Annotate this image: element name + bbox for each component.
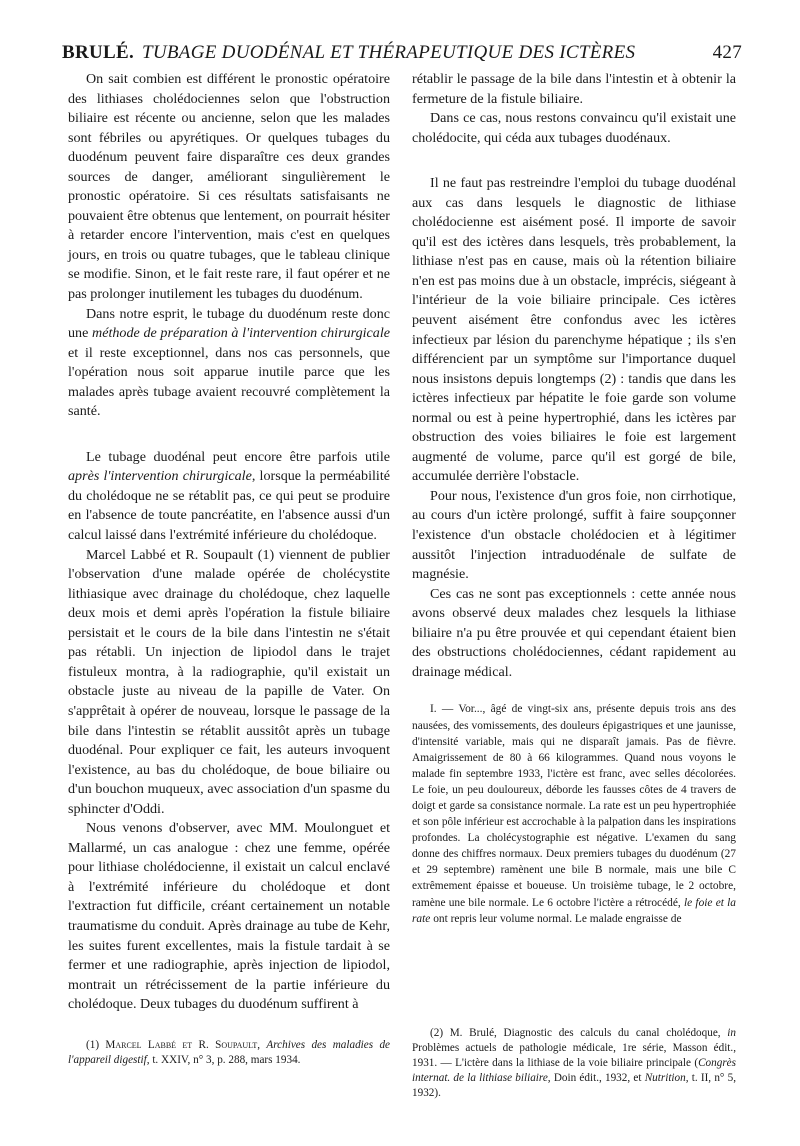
paragraph: Le tubage duodénal peut encore être parfois utile après l'intervention chirurgicale, lorsque la perméabilité du cholédoque ne se rétablit pas, ce qui peut se produire en l'absence de toute pancréatite, en l'absence aussi d'un calcul laissé dans l'extrémité inférieure du cholédoque. bbox=[68, 448, 390, 544]
running-header bbox=[62, 42, 742, 68]
left-column bbox=[68, 70, 391, 1066]
page-number: 427 bbox=[712, 42, 742, 63]
case-report: I. — Vor..., âgé de vingt-six ans, présente depuis trois ans des nausées, des vomissements, des douleurs épigastriques et une jaunisse, d'intensité variable, mais qui ne disparaît jamais. Pas de fièvre. Amaigrissement de 80 à 66 kilogrammes. Quand nous voyons le malade fin septembre 1933, l'ictère est franc, avec selles décolorées. Le foie, un peu douloureux, déborde les fausses côtes de 4 travers de doigt et garde sa consistance normale. La rate est un peu hypertrophiée et son pôle inférieur est accrochable à la palpation dans les inspirations profondes. La cholécystographie est négative. L'examen du sang donne des chiffres normaux. Deux premiers tubages du duodénum (27 et 29 septembre) ramènent une bile B normale, mais une bile C extrêmement épaisse et boueuse. Un troisième tubage, le 2 octobre, ramène une bile normale. Le 6 octobre l'ictère a rétrocédé, le foie et la rate ont repris leur volume normal. Le malade engraisse de bbox=[412, 703, 736, 925]
paragraph: Il ne faut pas restreindre l'emploi du tubage duodénal aux cas dans lesquels le diagnostic de lithiase cholédocienne est aisément posé. Il importe de savoir qu'il est des ictères dans lesquels, très probablement, la lithiase n'est pas en cause, mais où la rétention biliaire n'en est pas moins due à un obstacle, imprécis, siégeant à l'intérieur de la voie biliaire principale. Ces ictères peuvent aisément être confondus avec les ictères infectieux par lésion du parenchyme hépatique ; ils s'en différencient par un symptôme sur l'importance duquel nous insistons depuis longtemps (2) : tandis que dans les ictères infectieux par hépatite le foie garde son volume normal ou est à peine hypertrophié, dans les ictères par obstruction des voies biliaires le foie est largement augmenté de volume, parce qu'il est gorgé de bile, accumulée derrière l'obstacle. bbox=[412, 175, 736, 485]
paragraph: Dans notre esprit, le tubage du duodénum reste donc une méthode de préparation à l'intervention chirurgicale et il reste exceptionnel, dans nos cas personnels, que l'opération nous soit apparue inutile parce que les malades après tubage avaient recouvré complètement la santé. bbox=[68, 305, 391, 420]
footnote-2: (2) M. Brulé, Diagnostic des calculs du canal cholédoque, in Problèmes actuels de pathologie médicale, 1re série, Masson édit., 1931. — L'ictère dans la lithiase de la voie biliaire principale (Congrès internat. de la lithiase biliaire, Doin édit., 1932, et Nutrition, t. II, n° 5, 1932). bbox=[412, 1027, 736, 1099]
paragraph: Marcel Labbé et R. Soupault (1) viennent de publier l'observation d'une malade opérée de cholécystite lithiasique avec drainage du cholédoque, chez laquelle deux mois et demi après l'opération la fistule biliaire persistait et le cours de la bile dans l'intestin ne s'était pas rétabli. Un injection de lipiodol dans le trajet fistuleux montra, à la radiographie, qu'il existait un obstacle juste au niveau de la papille de Vater. On s'apprêtait à opérer de nouveau, lorsque le passage de la bile dans l'intestin se rétablit aussitôt après un tubage duodénal. Pour expliquer ce fait, les auteurs invoquent l'existence, au bas du cholédoque, de boue biliaire ou d'un bouchon muqueux, avec association d'un spasme du sphincter d'Oddi. bbox=[68, 546, 390, 817]
header-author: BRULÉ. bbox=[62, 42, 135, 63]
paragraph: rétablir le passage de la bile dans l'intestin et à obtenir la fermeture de la fistule biliaire. bbox=[412, 71, 736, 107]
right-column bbox=[412, 70, 736, 1099]
header-title: TUBAGE DUODÉNAL ET THÉRAPEUTIQUE DES ICTÈRES bbox=[142, 42, 636, 63]
footnote-1: (1) Marcel Labbé et R. Soupault, Archives des maladies de l'appareil digestif, t. XXIV, n° 3, p. 288, mars 1934. bbox=[68, 1039, 390, 1066]
paragraph: Ces cas ne sont pas exceptionnels : cette année nous avons observé deux malades chez lesquels la lithiase biliaire n'a pu être prouvée et qui cependant étaient bien des obstructions cholédociennes, cédant rapidement au drainage médical. bbox=[412, 585, 736, 680]
paragraph: Dans ce cas, nous restons convaincu qu'il existait une cholédocite, qui céda aux tubages duodénaux. bbox=[412, 110, 736, 146]
paragraph: Nous venons d'observer, avec MM. Moulonguet et Mallarmé, un cas analogue : chez une femme, opérée pour lithiase cholédocienne, il existait un calcul enclavé à l'extrémité inférieure du cholédoque et dont l'extraction fut difficile, créant certainement un notable traumatisme du conduit. Après drainage au tube de Kehr, les suites furent excellentes, mais la fistule tardait à se fermer et une radiographie, après injection de lipiodol, montrait un rétrécissement de la partie inférieure du cholédoque. Deux tubages du duodénum suffirent à bbox=[68, 820, 390, 1013]
paragraph: On sait combien est différent le pronostic opératoire des lithiases cholédociennes selon que l'obstruction biliaire est récente ou ancienne, selon que les malades sont fébriles ou apyrétiques. Or quelques tubages du duodénum peuvent faire disparaître ces deux grandes sources de danger, améliorant singulièrement le pronostic opératoire. Si ces résultats satisfaisants ne pouvaient être obtenus que lentement, on pourrait hésiter à retarder encore l'intervention, mais c'est en quelques jours, en trois ou quatre tubages, que le tableau clinique se modifie. Sinon, et le fait reste rare, il faut opérer et ne pas prolonger inutilement les tubages du duodénum. bbox=[68, 71, 390, 303]
paragraph: Pour nous, l'existence d'un gros foie, non cirrhotique, au cours d'un ictère prolongé, suffit à faire soupçonner l'existence d'un obstacle cholédocien et à légitimer aussitôt l'injection intraduodénale de sulfate de magnésie. bbox=[412, 487, 736, 583]
